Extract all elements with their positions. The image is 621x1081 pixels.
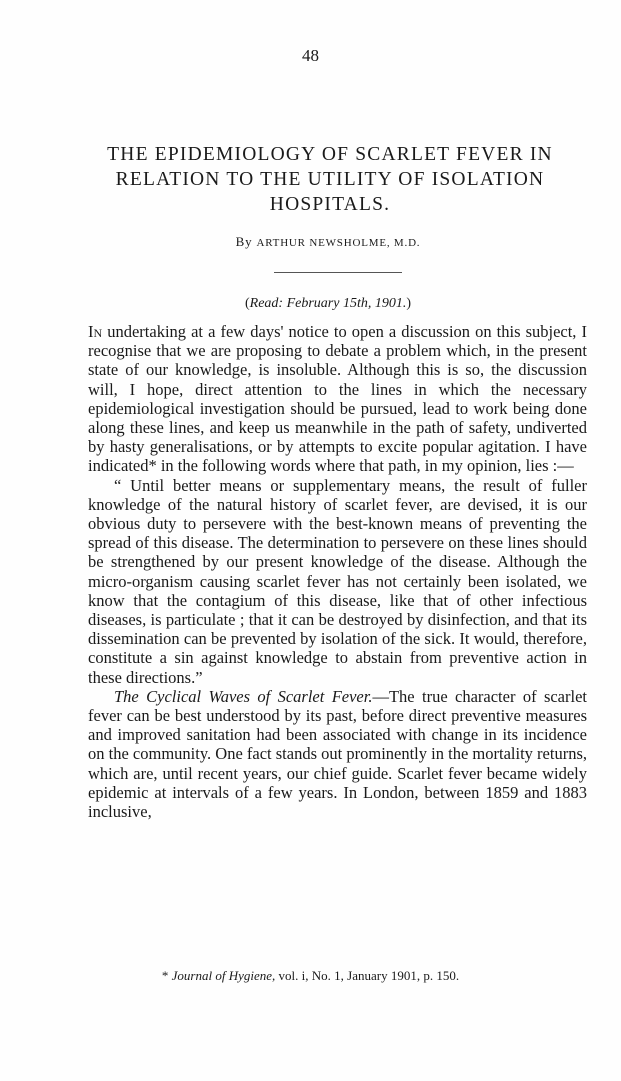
footnote	[0, 968, 621, 984]
article-body	[88, 322, 587, 821]
paragraph-3-text: —The true character of scarlet fever can be best understood by its past, before direct preventive measures and improved sanitation had been associated with change in its incidence on the community. One fact stands out prominently in the mortality returns, which are, until recent years, our chief guide. Scarlet fever became widely epidemic at intervals of a few years. In London, between 1859 and 1883 inclusive,	[88, 686, 587, 822]
page-number: 48	[302, 46, 319, 65]
section-heading: The Cyclical Waves of Scarlet Fever.	[114, 686, 373, 706]
read-label: Read:	[249, 296, 284, 311]
byline	[0, 234, 621, 250]
paragraph-1-text: undertaking at a few days' notice to open a discussion on this subject, I recognise that we are proposing to debate a problem which, in the present state of our knowledge, is insoluble. Although this is so, the discussion will, I hope, direct attention to the lines in which the necessary epidemiological investigation should be pursued, lead to work being done along these lines, and keep us meanwhile in the path of safety, undiverted by hasty generalisations, or by attempts to excite popular agitation. I have indicated* in the following words where that path, in my opinion, lies :—	[88, 322, 587, 476]
paragraph-3	[88, 687, 587, 821]
article-title: THE EPIDEMIOLOGY OF SCARLET FEVER IN RELATION TO THE UTILITY OF ISOLATION HOSPITALS.	[107, 144, 553, 215]
footnote-rest: vol. i, No. 1, January 1901, p. 150.	[278, 968, 460, 983]
paragraph-1-lead: In	[88, 322, 103, 341]
byline-prefix: By	[235, 234, 253, 249]
paragraph-2: “ Until better means or supplementary means, the result of fuller knowledge of the natural history of scarlet fever, are devised, it is our obvious duty to persevere with the best-known means of preventing the spread of this disease. The determination to persevere on these lines should be strengthened by our present knowledge of the disease. Although the micro-organism causing scarlet fever has not certainly been isolated, we know that the contagium of this disease, like that of other infectious diseases, is particulate ; that it can be destroyed by disinfection, and that its dissemination can be prevented by isolation of the sick. It would, therefore, constitute a sin against knowledge to abstain from preventive action in these directions.”	[88, 475, 587, 687]
read-date: February 15th, 1901.	[286, 296, 407, 311]
footnote-marker: *	[161, 968, 169, 983]
byline-author: ARTHUR NEWSHOLME, M.D.	[256, 237, 421, 249]
footnote-source: Journal of Hygiene,	[171, 968, 276, 983]
title-divider	[274, 272, 402, 273]
paragraph-1	[88, 322, 587, 476]
read-date-line: (Read: February 15th, 1901.)	[244, 296, 412, 311]
